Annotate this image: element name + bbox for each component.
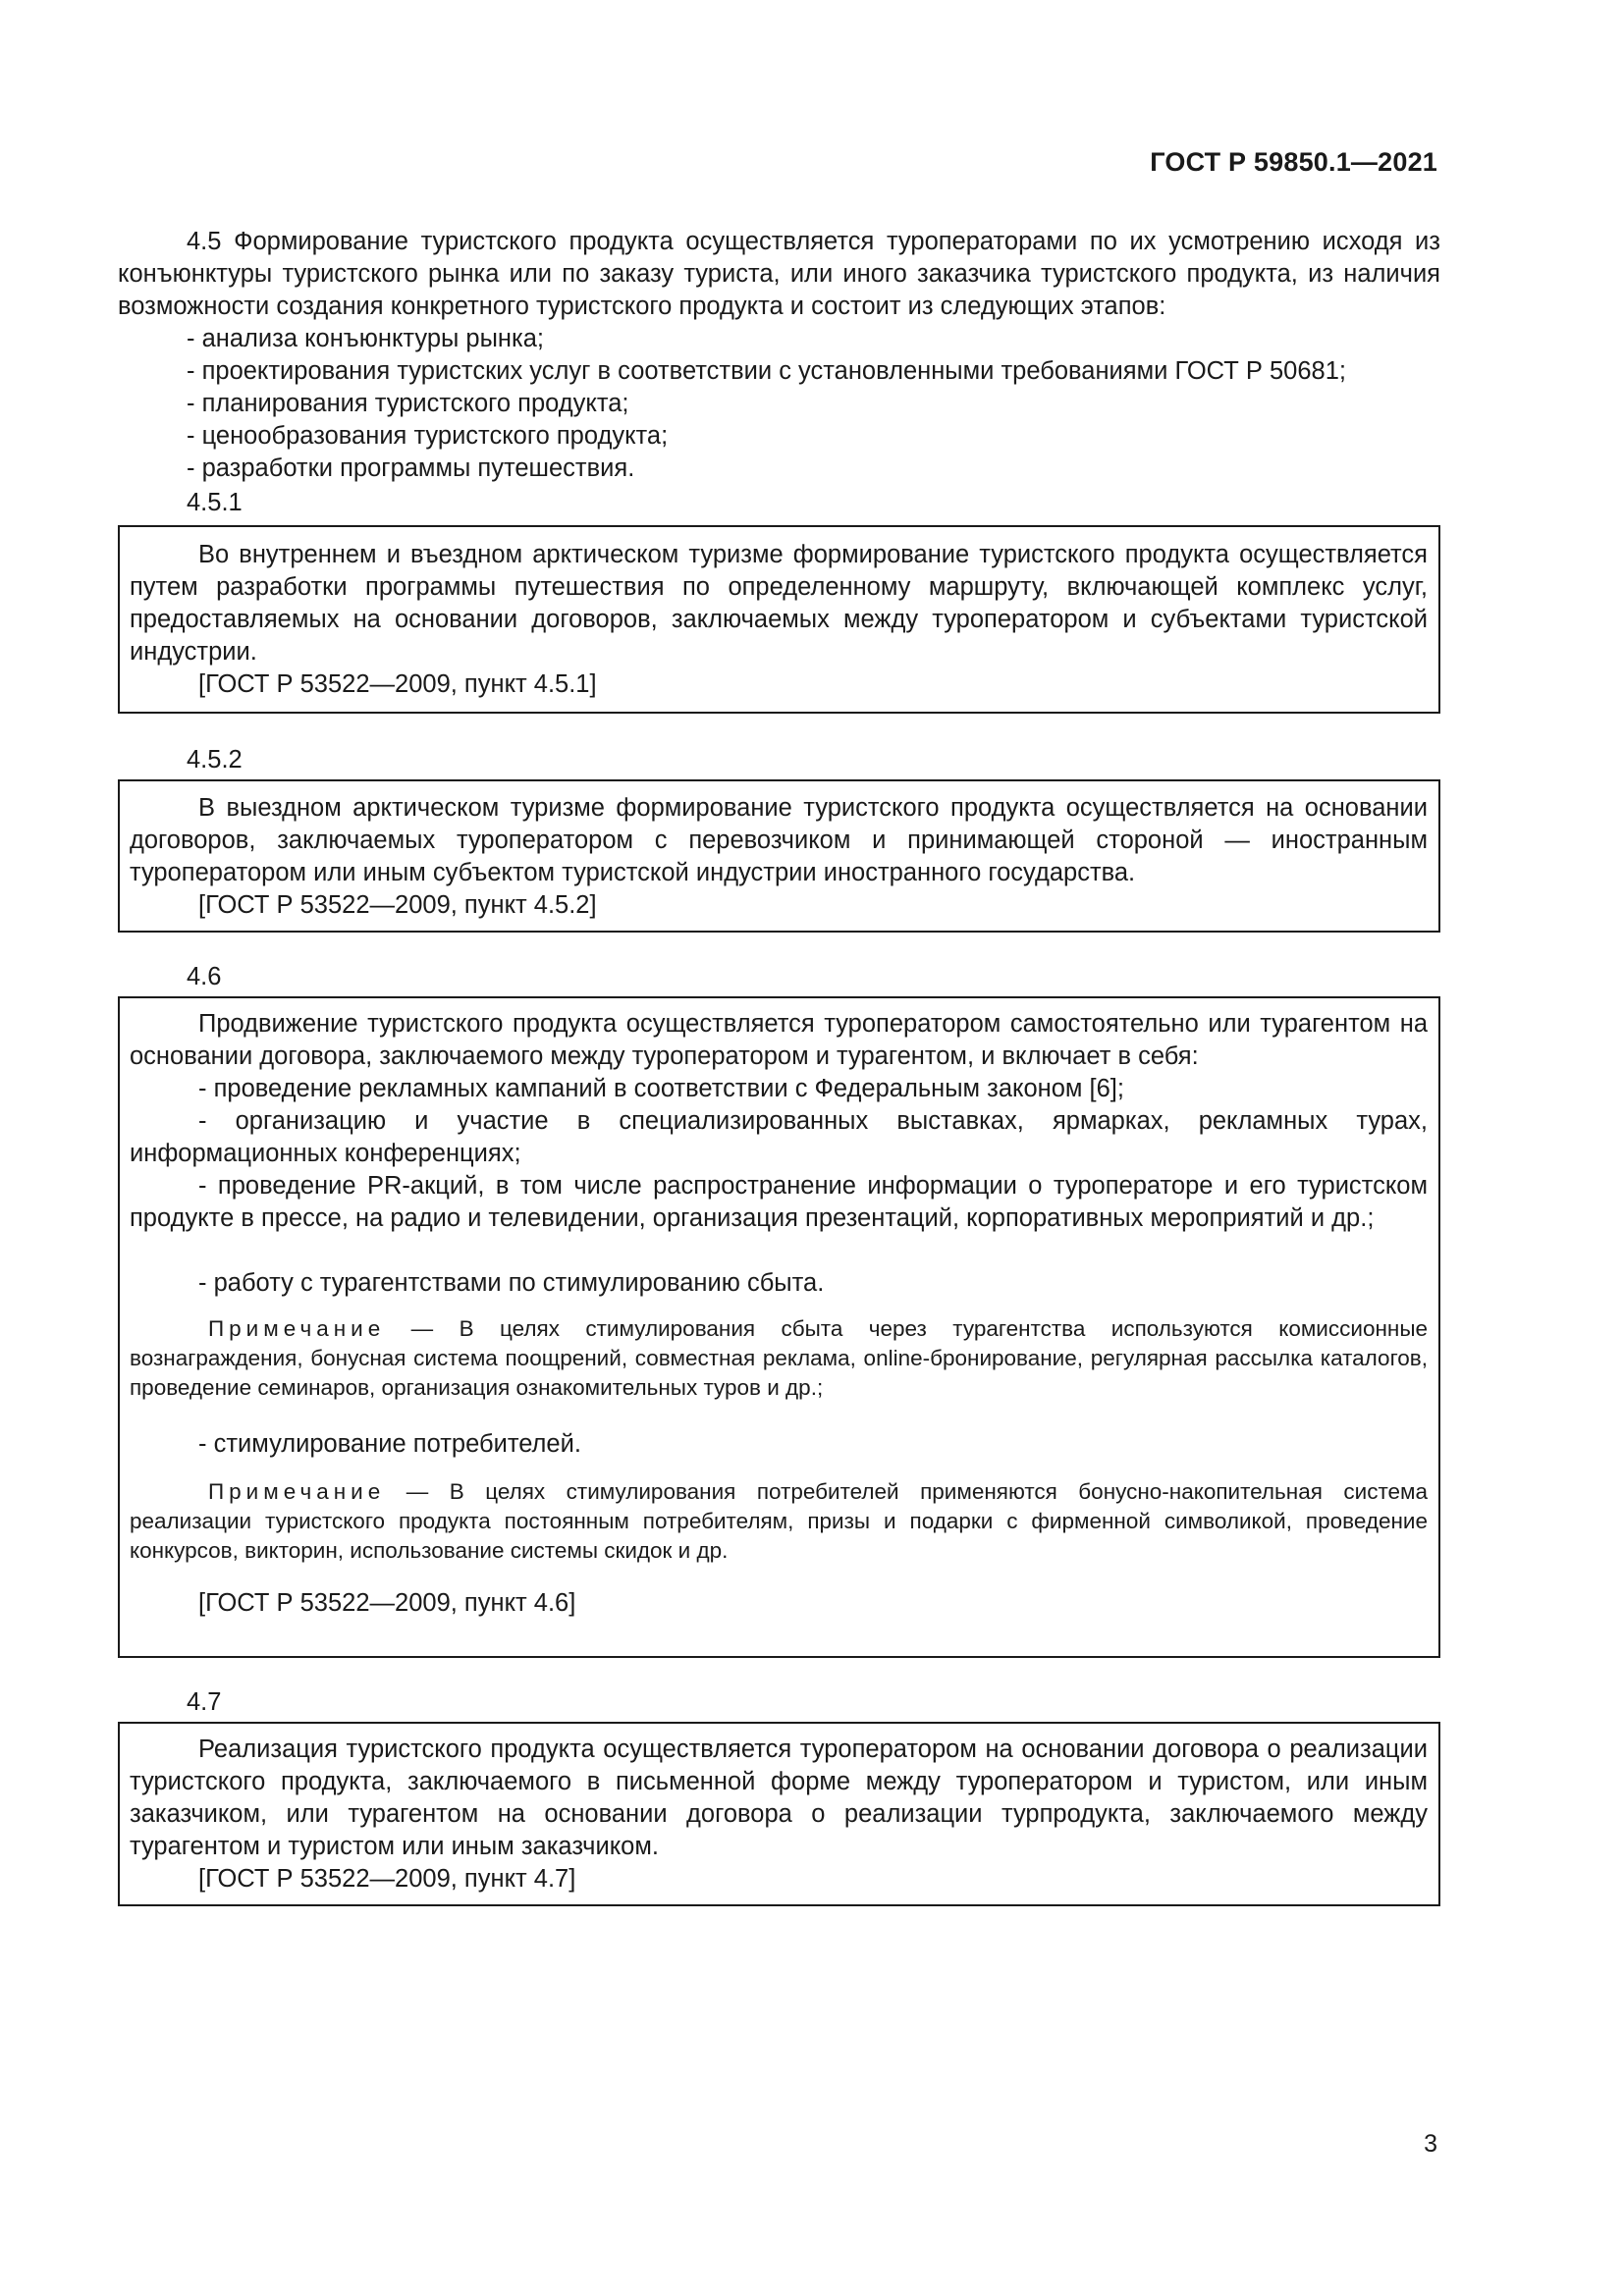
section-number: 4.6 [187, 963, 222, 990]
quote-text: Продвижение туристского продукта осуществляется туроператором самостоятельно или турагентом на основании договора, заключаемого между туроператором и турагентом, и включает в себя: [130, 1010, 1428, 1070]
list-item: - планирования туристского продукта; [187, 390, 629, 417]
list-item: - организацию и участие в специализированных выставках, ярмарках, рекламных турах, информационных конференциях; [130, 1107, 1428, 1167]
document-header: ГОСТ Р 59850.1—2021 [1150, 147, 1437, 177]
list-item: - проведение рекламных кампаний в соответствии с Федеральным законом [6]; [198, 1075, 1124, 1102]
section-number: 4.7 [187, 1688, 222, 1716]
quote-reference: [ГОСТ Р 53522—2009, пункт 4.7] [198, 1865, 576, 1893]
section-number: 4.5.2 [187, 746, 243, 774]
note-label: Примечание [208, 1316, 386, 1341]
note-2 [130, 1477, 1428, 1566]
list-item: - ценообразования туристского продукта; [187, 422, 669, 450]
section-4-5-intro: 4.5 Формирование туристского продукта осуществляется туроператорами по их усмотрению исходя из конъюнктуры туристского рынка или по заказу туриста, или иного заказчика туристского продукта, из наличия возможности создания конкретного туристского продукта и состоит из следующих этапов: [118, 228, 1440, 320]
page-number: 3 [1424, 2130, 1437, 2158]
quote-reference: [ГОСТ Р 53522—2009, пункт 4.5.2] [198, 891, 597, 919]
quote-text: В выездном арктическом туризме формирование туристского продукта осуществляется на основании договоров, заключаемых туроператором с перевозчиком и принимающей стороной — иностранным туроператором или иным субъектом туристской индустрии иностранного государства. [130, 794, 1428, 886]
note-text: — В целях стимулирования сбыта через турагентства используются комиссионные вознаграждения, бонусная система поощрений, совместная реклама, online-бронирование, регулярная рассылка каталогов, проведение семинаров, организация ознакомительных туров и др.; [130, 1316, 1428, 1400]
section-number: 4.5.1 [187, 489, 243, 516]
list-item: - разработки программы путешествия. [187, 454, 635, 482]
list-item: - работу с турагентствами по стимулированию сбыта. [198, 1269, 825, 1297]
quote-box-4-5-1 [118, 525, 1440, 714]
note-text: — В целях стимулирования потребителей применяются бонусно-накопительная система реализации туристского продукта постоянным потребителям, призы и подарки с фирменной символикой, проведение конкурсов, викторин, использование системы скидок и др. [130, 1479, 1428, 1563]
quote-text: Во внутреннем и въездном арктическом туризме формирование туристского продукта осуществляется путем разработки программы путешествия по определенному маршруту, включающей комплекс услуг, предоставляемых на основании договоров, заключаемых между туроператором и субъектами туристской индустрии. [130, 541, 1428, 666]
list-item: - проектирования туристских услуг в соответствии с установленными требованиями ГОСТ Р 50681; [187, 357, 1346, 385]
list-item: - стимулирование потребителей. [198, 1430, 581, 1458]
quote-box-4-6 [118, 996, 1440, 1658]
list-item: - проведение PR-акций, в том числе распространение информации о туроператоре и его туристском продукте в прессе, на радио и телевидении, организация презентаций, корпоративных мероприятий и др.; [130, 1172, 1428, 1232]
quote-box-4-5-2 [118, 779, 1440, 933]
list-item: - анализа конъюнктуры рынка; [187, 325, 544, 352]
note-1 [130, 1314, 1428, 1403]
quote-reference: [ГОСТ Р 53522—2009, пункт 4.6] [198, 1589, 576, 1617]
quote-box-4-7 [118, 1722, 1440, 1906]
quote-reference: [ГОСТ Р 53522—2009, пункт 4.5.1] [198, 670, 597, 698]
quote-text: Реализация туристского продукта осуществляется туроператором на основании договора о реализации туристского продукта, заключаемого в письменной форме между туроператором и туристом, или иным заказчиком, или турагентом на основании договора о реализации турпродукта, заключаемого между турагентом и туристом или иным заказчиком. [130, 1735, 1428, 1860]
note-label: Примечание [208, 1479, 386, 1504]
